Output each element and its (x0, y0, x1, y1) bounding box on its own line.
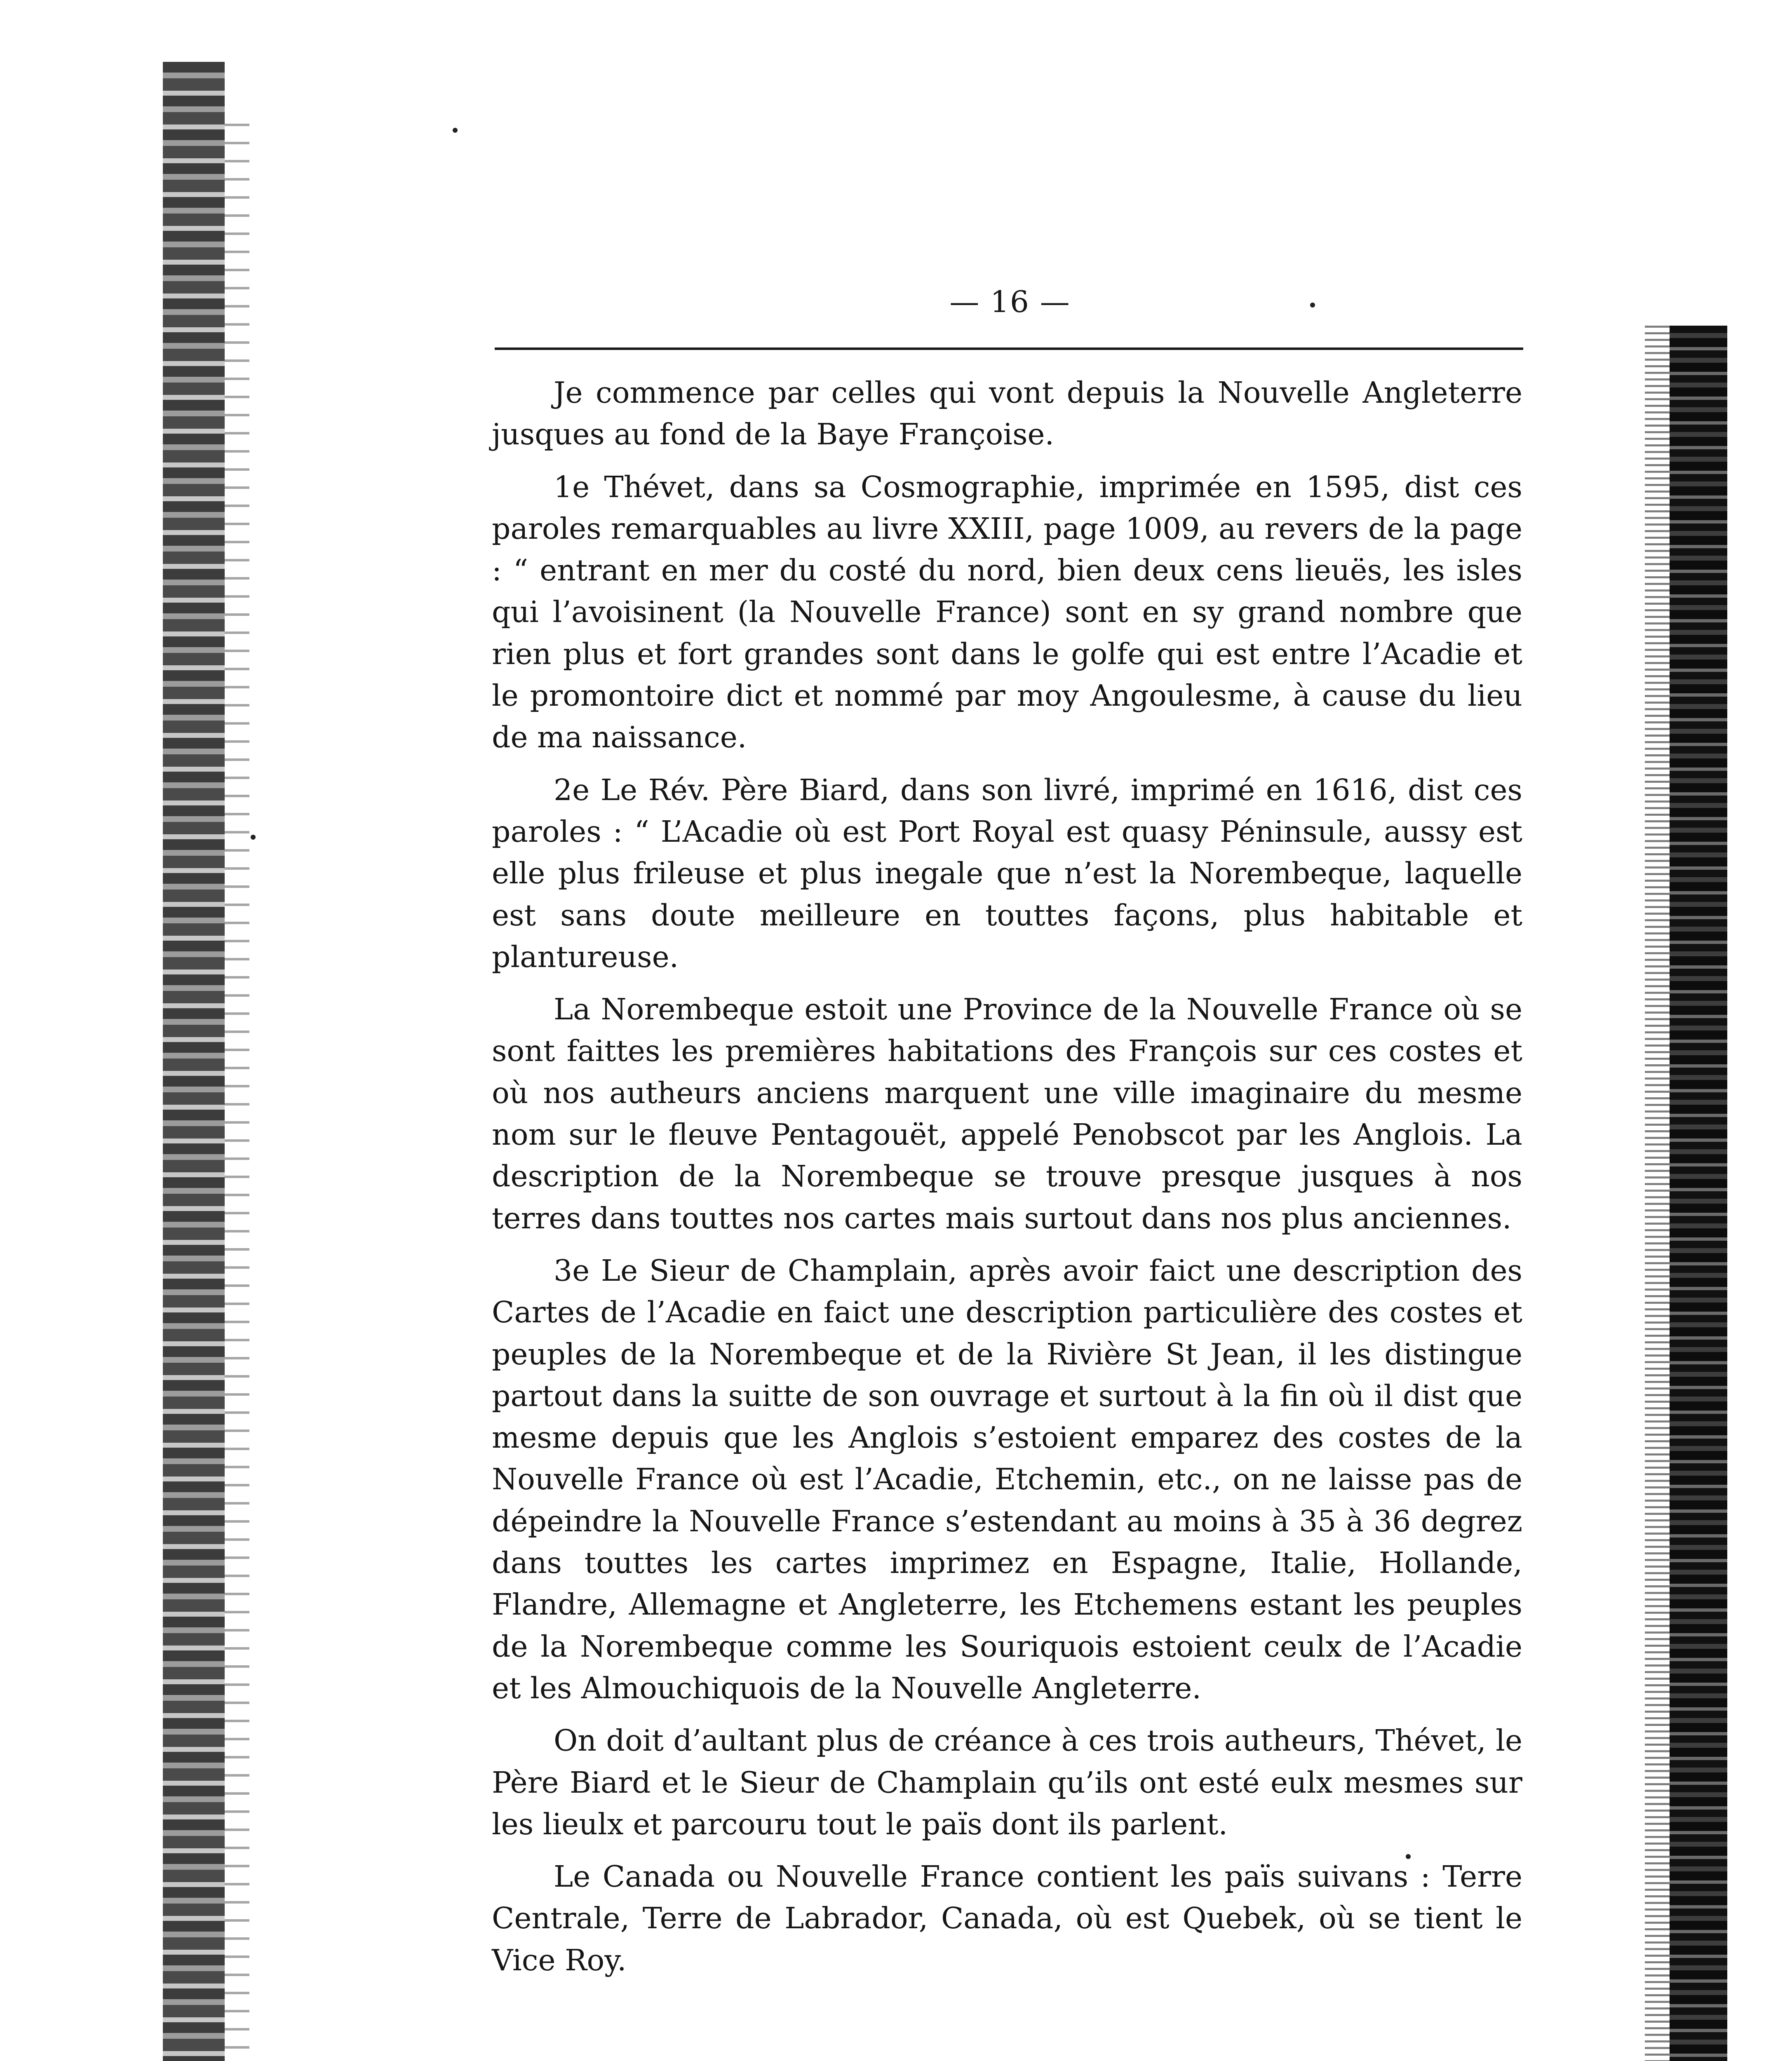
header-rule (495, 347, 1523, 350)
scan-left-edge-noise (225, 124, 249, 2061)
scan-speck (453, 128, 458, 133)
page-number: — 16 — (949, 284, 1071, 319)
paragraph-norembeque: La Norembeque estoit une Province de la Nouvelle France où se sont faittes les premières habitations des François sur ces costes et où nos autheurs anciens marquent une ville imaginaire du mesme nom sur le fleuve Pentagouët, appelé Penobscot par les Anglois. La description de la Norembeque se trouve presque jusques à nos terres dans touttes nos cartes mais surtout dans nos plus anciennes. (492, 992, 1522, 1235)
paragraph-canada: Le Canada ou Nouvelle France contient les païs suivans : Terre Centrale, Terre de Labrador, Canada, où est Quebek, où se tient le Vice Roy. (492, 1859, 1522, 1977)
paragraph-biard: 2e Le Rév. Père Biard, dans son livré, imprimé en 1616, dist ces paroles : “ L’Acadie où est Port Royal est quasy Péninsule, aussy est elle plus frileuse et plus inegale que n’est la Norembeque, laquelle est sans doute meilleure en touttes façons, plus habitable et plantureuse. (492, 772, 1522, 974)
scan-left-edge-shadow (163, 62, 225, 2061)
paragraph-champlain: 3e Le Sieur de Champlain, après avoir faict une description des Cartes de l’Acadie en faict une description particulière des costes et peuples de la Norembeque et de la Rivière St Jean, il les distingue partout dans la suitte de son ouvrage et surtout à la fin où il dist que mesme depuis que les Anglois s’estoient emparez des costes de la Nouvelle France où est l’Acadie, Etchemin, etc., on ne laisse pas de dépeindre la Nouvelle France s’estendant au moins à 35 à 36 degrez dans touttes les cartes imprimez en Espagne, Italie, Hollande, Flandre, Allemagne et Angleterre, les Etchemens estant les peuples de la Norembeque comme les Souriquois estoient ceulx de l’Acadie et les Almouchiquois de la Nouvelle Angleterre. (492, 1253, 1522, 1705)
scan-right-edge-shadow (1670, 326, 1727, 2061)
paragraph-thevet: 1e Thévet, dans sa Cosmographie, imprimée en 1595, dist ces paroles remarquables au livre XXIII, page 1009, au revers de la page : “ entrant en mer du costé du nord, bien deux cens lieuës, les isles qui l’avoisinent (la Nouvelle France) sont en sy grand nombre que rien plus et fort grandes sont dans le golfe qui est entre l’Acadie et le promontoire dict et nommé par moy Angoulesme, à cause du lieu de ma naissance. (492, 469, 1522, 755)
scan-speck (1310, 303, 1315, 308)
scan-right-edge-noise (1645, 326, 1670, 2061)
paragraph-intro: Je commence par celles qui vont depuis la Nouvelle Angleterre jusques au fond de la Baye Françoise. (492, 376, 1522, 452)
scan-speck (251, 835, 256, 840)
body-text (492, 372, 1522, 1981)
paragraph-credence: On doit d’aultant plus de créance à ces trois autheurs, Thévet, le Père Biard et le Sieur de Champlain qu’ils ont esté eulx mesmes sur les lieulx et parcouru tout le païs dont ils parlent. (492, 1723, 1522, 1841)
